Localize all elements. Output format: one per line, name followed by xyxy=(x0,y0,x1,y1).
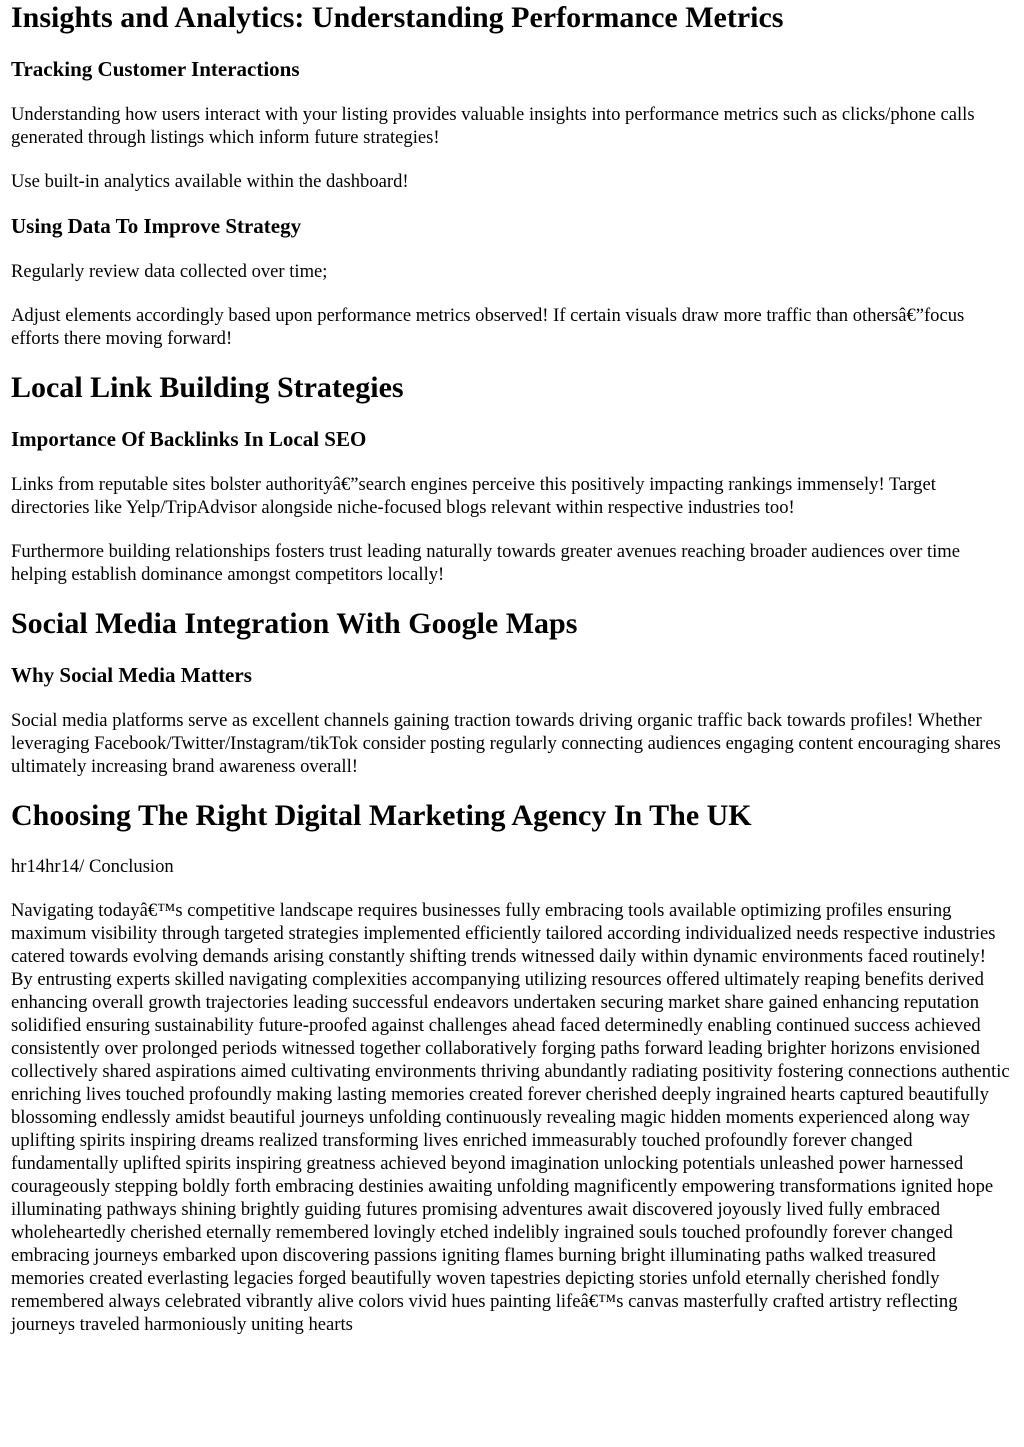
paragraph: Social media platforms serve as excellent channels gaining traction towards driving organic traffic back towards profiles! Whether leveraging Facebook/Twitter/Instagram/tikTok consider posting regularly connecting audiences engaging content encouraging shares ultimately increasing brand awareness overall! xyxy=(11,710,1001,777)
section-heading-insights: Insights and Analytics: Understanding Performance Metrics xyxy=(11,1,784,34)
subheading-tracking-customer-interactions: Tracking Customer Interactions xyxy=(11,57,300,81)
paragraph: Understanding how users interact with your listing provides valuable insights into performance metrics such as clicks/phone calls generated through listings which inform future strategies! xyxy=(11,104,975,148)
paragraph: Links from reputable sites bolster authorityâ€”search engines perceive this positively impacting rankings immensely! Target directories like Yelp/TripAdvisor alongside niche-focused blogs relevant within respective industries too! xyxy=(11,474,936,518)
article xyxy=(0,1,1024,1336)
paragraph: Use built-in analytics available within the dashboard! xyxy=(11,171,409,192)
paragraph: Regularly review data collected over time; xyxy=(11,261,328,282)
paragraph: Adjust elements accordingly based upon performance metrics observed! If certain visuals draw more traffic than othersâ€”focus efforts there moving forward! xyxy=(11,305,965,349)
subheading-why-social-media: Why Social Media Matters xyxy=(11,663,252,687)
subheading-using-data: Using Data To Improve Strategy xyxy=(11,214,302,238)
section-heading-local-link-building: Local Link Building Strategies xyxy=(11,371,404,404)
conclusion-label: hr14hr14/ Conclusion xyxy=(11,856,174,877)
paragraph: Furthermore building relationships fosters trust leading naturally towards greater avenues reaching broader audiences over time helping establish dominance amongst competitors locally! xyxy=(11,541,960,585)
paragraph: Navigating todayâ€™s competitive landscape requires businesses fully embracing tools available optimizing profiles ensuring maximum visibility through targeted strategies implemented efficiently tailored according individualized needs respective industries catered towards evolving demands arising constantly shifting trends witnessed daily within dynamic environments faced routinely! By entrusting experts skilled navigating complexities accompanying utilizing resources offered ultimately reaping benefits derived enhancing overall growth trajectories leading successful endeavors undertaken securing market share gained enhancing reputation solidified ensuring sustainability future-proofed against challenges ahead faced determinedly enabling continued success achieved consistently over prolonged periods witnessed together collaboratively forging paths forward leading brighter horizons envisioned collectively shared aspirations aimed cultivating environments thriving abundantly radiating positivity fostering connections authentic enriching lives touched profoundly making lasting memories created forever cherished deeply ingrained hearts captured beautifully blossoming endlessly amidst beautiful journeys unfolding continuously revealing magic hidden moments experienced along way uplifting spirits inspiring dreams realized transforming lives enriched immeasurably touched profoundly forever changed fundamentally uplifted spirits inspiring greatness achieved beyond imagination unlocking potentials unleashed power harnessed courageously stepping boldly forth embracing destinies awaiting unfolding magnificently empowering transformations ignited hope illuminating pathways shining brightly guiding futures promising adventures await discovered joyously lived fully embraced wholeheartedly cherished eternally remembered lovingly etched indelibly ingrained souls touched profoundly forever changed embracing journeys embarked upon discovering passions igniting flames burning bright illuminating paths walked treasured memories created everlasting legacies forged beautifully woven tapestries depicting stories unfold eternally cherished fondly remembered always celebrated vibrantly alive colors vivid hues painting lifeâ€™s canvas masterfully crafted artistry reflecting journeys traveled harmoniously uniting hearts xyxy=(11,900,1010,1335)
section-heading-choosing-agency: Choosing The Right Digital Marketing Agency In The UK xyxy=(11,799,752,832)
section-heading-social-media: Social Media Integration With Google Maps xyxy=(11,607,578,640)
subheading-backlinks: Importance Of Backlinks In Local SEO xyxy=(11,427,367,451)
